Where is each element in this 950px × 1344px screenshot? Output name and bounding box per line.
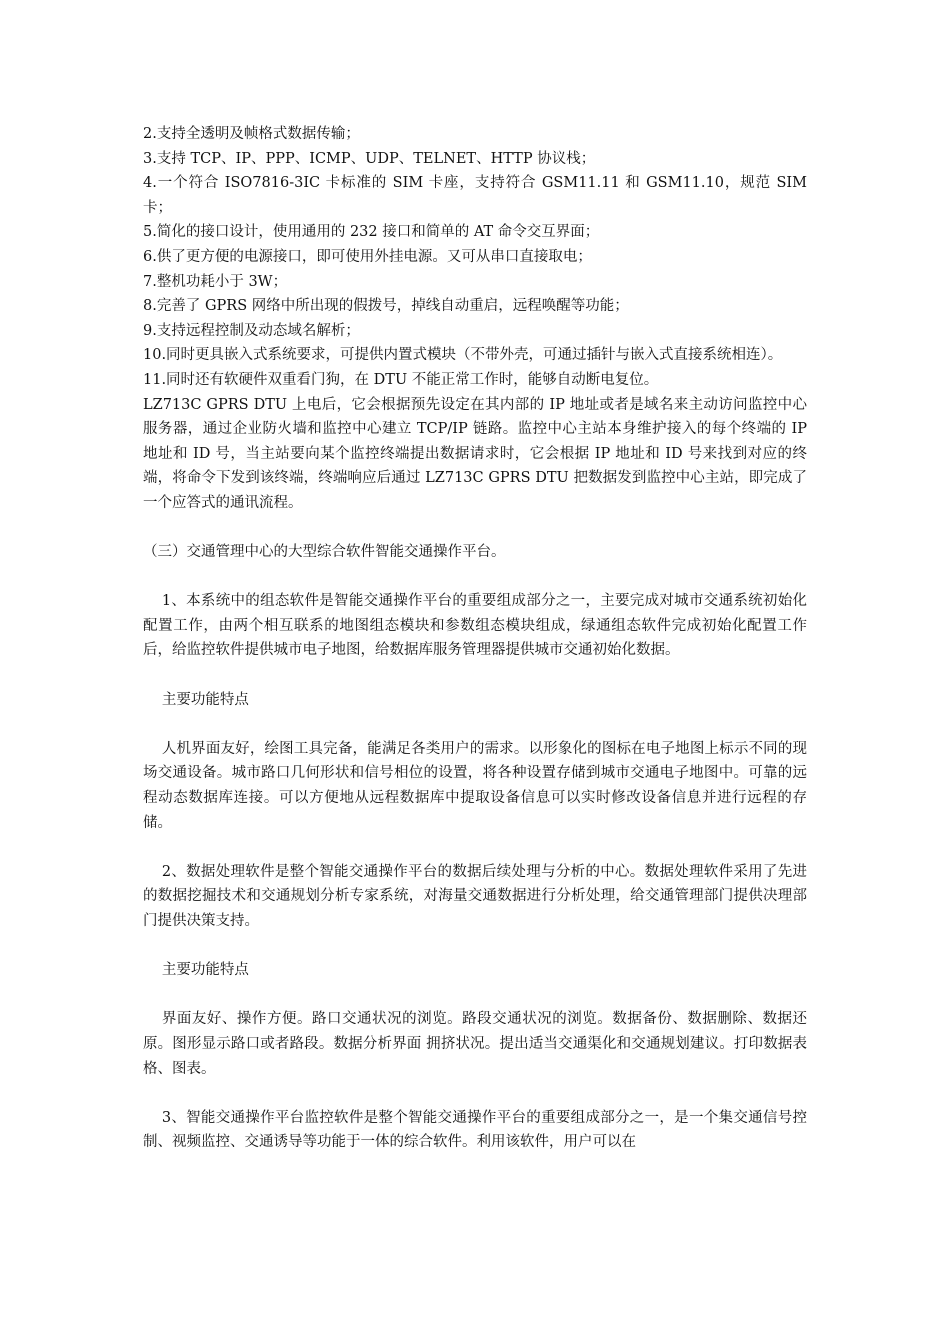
features-paragraph-1: 人机界面友好，绘图工具完备，能满足各类用户的需求。以形象化的图标在电子地图上标示不同的现场交通设备。城市路口几何形状和信号相位的设置，将各种设置存储到城市交通电子地图中。可靠的远程动态数据库连接。可以方便地从远程数据库中提取设备信息可以实时修改设备信息并进行远程的存储。 xyxy=(143,740,807,831)
spacer xyxy=(143,1081,807,1106)
document-body xyxy=(143,122,807,1155)
list-item-2: 2.支持全透明及帧格式数据传输； xyxy=(143,126,360,142)
list-item-11: 11.同时还有软硬件双重看门狗，在 DTU 不能正常工作时，能够自动断电复位。 xyxy=(143,371,659,388)
spacer xyxy=(143,663,807,688)
list-item-4: 4.一个符合 ISO7816-3IC 卡标准的 SIM 卡座，支持符合 GSM11.11 和 GSM11.10，规范 SIM 卡； xyxy=(143,175,807,216)
list-item-3: 3.支持 TCP、IP、PPP、ICMP、UDP、TELNET、HTTP 协议栈； xyxy=(143,150,596,167)
spacer xyxy=(143,565,807,590)
list-item-6: 6.供了更方便的电源接口，即可使用外挂电源。又可从串口直接取电； xyxy=(143,248,592,265)
features-paragraph-2: 界面友好、操作方便。路口交通状况的浏览。路段交通状况的浏览。数据备份、数据删除、数据还原。图形显示路口或者路段。数据分析界面 拥挤状况。提出适当交通渠化和交通规划建议。打印数据表格、图表。 xyxy=(143,1011,807,1077)
list-item-7: 7.整机功耗小于 3W； xyxy=(143,273,288,290)
spacer xyxy=(143,712,807,737)
section-heading: （三）交通管理中心的大型综合软件智能交通操作平台。 xyxy=(143,544,506,561)
section-1-paragraph: 1、本系统中的组态软件是智能交通操作平台的重要组成部分之一，主要完成对城市交通系统初始化配置工作，由两个相互联系的地图组态模块和参数组态模块组成，绿通组态软件完成初始化配置工作后，给监控软件提供城市电子地图，给数据库服务管理器提供城市交通初始化数据。 xyxy=(143,593,807,659)
list-item-9: 9.支持远程控制及动态域名解析； xyxy=(143,322,360,339)
spacer xyxy=(143,983,807,1008)
section-3-paragraph: 3、智能交通操作平台监控软件是整个智能交通操作平台的重要组成部分之一，是一个集交通信号控制、视频监控、交通诱导等功能于一体的综合软件。利用该软件，用户可以在 xyxy=(143,1109,807,1151)
spacer xyxy=(143,934,807,959)
features-heading-2: 主要功能特点 xyxy=(161,962,249,979)
spacer xyxy=(143,516,807,541)
section-2-paragraph: 2、数据处理软件是整个智能交通操作平台的数据后续处理与分析的中心。数据处理软件采用了先进的数据挖掘技术和交通规划分析专家系统，对海量交通数据进行分析处理，给交通管理部门提供决理部门提供决策支持。 xyxy=(143,863,807,929)
list-item-8: 8.完善了 GPRS 网络中所出现的假拨号，掉线自动重启，远程唤醒等功能； xyxy=(143,298,629,315)
list-item-5: 5.简化的接口设计，使用通用的 232 接口和简单的 AT 命令交互界面； xyxy=(143,224,600,241)
features-heading-1: 主要功能特点 xyxy=(161,691,249,708)
dtu-paragraph: LZ713C GPRS DTU 上电后，它会根据预先设定在其内部的 IP 地址或者是域名来主动访问监控中心服务器，通过企业防火墙和监控中心建立 TCP/IP 链路。监控中心主站本身维护接入的每个终端的 IP 地址和 ID 号，当主站要向某个监控终端提出数据请求时，它会根据 IP 地址和 ID 号来找到对应的终端，将命令下发到该终端，终端响应后通过 LZ713C GPRS DTU 把数据发到监控中心主站，即完成了一个应答式的通讯流程。 xyxy=(143,396,807,511)
list-item-10: 10.同时更具嵌入式系统要求，可提供内置式模块（不带外壳，可通过插针与嵌入式直接系统相连）。 xyxy=(143,347,783,364)
spacer xyxy=(143,835,807,860)
